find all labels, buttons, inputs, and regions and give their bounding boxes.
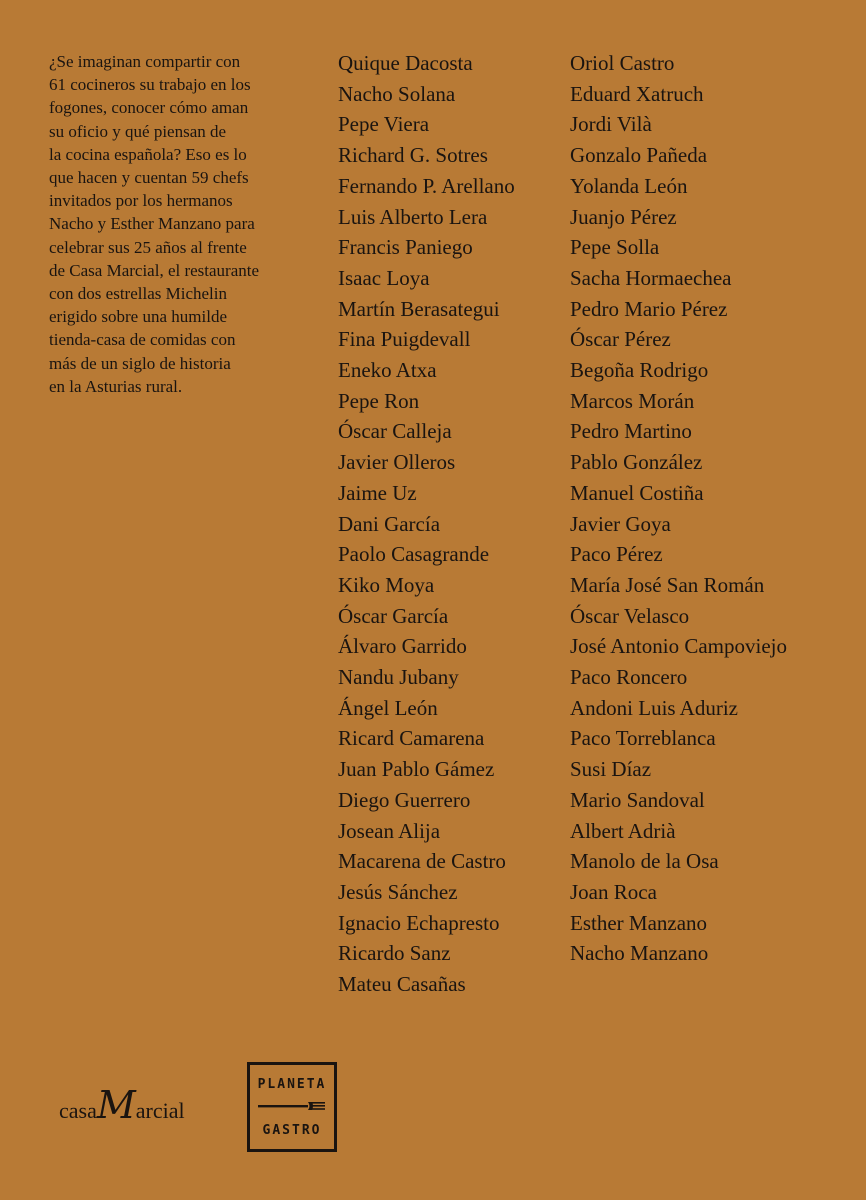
chef-name: Mario Sandoval — [570, 787, 705, 812]
fork-icon — [258, 1100, 326, 1112]
chef-name: Susi Díaz — [570, 757, 652, 782]
blurb-line: 61 cocineros su trabajo en los — [49, 75, 251, 95]
chef-name: Juan Pablo Gámez — [338, 757, 495, 782]
logo-casa-rest: arcial — [135, 1098, 185, 1123]
chef-name: Ignacio Echapresto — [338, 910, 500, 935]
logo-casa-prefix: casa — [59, 1098, 97, 1123]
chef-name: Andoni Luis Aduriz — [570, 695, 738, 720]
blurb-line: tienda-casa de comidas con — [49, 330, 236, 350]
chef-name: Nacho Manzano — [570, 941, 709, 966]
chef-name: Nandu Jubany — [338, 665, 459, 690]
chef-name: Jaime Uz — [338, 480, 417, 505]
chef-name: Paco Torreblanca — [570, 726, 716, 751]
chef-name: Óscar Pérez — [570, 327, 671, 352]
chef-name: Nacho Solana — [338, 81, 456, 106]
chef-name: Dani García — [338, 511, 441, 536]
chef-name: Pablo González — [570, 450, 703, 475]
chef-list-left — [338, 48, 515, 1000]
chef-name: Kiko Moya — [338, 572, 435, 597]
chef-name: Fernando P. Arellano — [338, 173, 515, 198]
casa-marcial-logo — [59, 1083, 185, 1127]
chef-name: María José San Román — [570, 572, 765, 597]
chef-name: Ricardo Sanz — [338, 941, 451, 966]
blurb-line: Nacho y Esther Manzano para — [49, 214, 255, 234]
chef-name: Paco Roncero — [570, 665, 688, 690]
blurb-line: ¿Se imaginan compartir con — [49, 52, 241, 71]
chef-name: Pepe Ron — [338, 388, 420, 413]
blurb-line: que hacen y cuentan 59 chefs — [49, 168, 249, 188]
chef-name: Quique Dacosta — [338, 51, 473, 75]
blurb-line: la cocina española? Eso es lo — [49, 144, 247, 164]
chef-name: Óscar García — [338, 603, 449, 628]
blurb-line: con dos estrellas Michelin — [49, 284, 227, 304]
publisher-name-top: PLANETA — [257, 1077, 327, 1092]
blurb-line: en la Asturias rural. — [49, 376, 183, 396]
chef-name: Martín Berasategui — [338, 296, 500, 321]
chef-name: Javier Goya — [570, 511, 671, 536]
chef-name: Begoña Rodrigo — [570, 358, 709, 383]
chef-name: Paolo Casagrande — [338, 542, 490, 567]
chef-name: Mateu Casañas — [338, 972, 466, 997]
chef-name: Oriol Castro — [570, 51, 675, 75]
chef-name: Manuel Costiña — [570, 480, 704, 505]
chef-name: Eduard Xatruch — [570, 81, 704, 106]
blurb-line: celebrar sus 25 años al frente — [49, 237, 247, 257]
blurb-line: invitados por los hermanos — [49, 191, 233, 211]
chef-name: Joan Roca — [570, 879, 657, 904]
chef-name: Javier Olleros — [338, 450, 456, 475]
chef-name: Pedro Mario Pérez — [570, 296, 728, 321]
blurb-line: más de un siglo de historia — [49, 353, 231, 373]
chef-name: Josean Alija — [338, 818, 441, 843]
publisher-name-bottom: GASTRO — [262, 1123, 322, 1138]
chef-name: Richard G. Sotres — [338, 143, 488, 168]
chef-name: Jesús Sánchez — [338, 879, 458, 904]
chef-name: Pepe Solla — [570, 235, 660, 260]
blurb-line: de Casa Marcial, el restaurante — [49, 260, 260, 280]
chef-name: Macarena de Castro — [338, 849, 506, 874]
blurb-line: fogones, conocer cómo aman — [49, 98, 249, 118]
logo-casa-initial: M — [96, 1083, 136, 1127]
back-cover-blurb — [49, 50, 299, 398]
chef-name: Marcos Morán — [570, 388, 695, 413]
chef-name: Pepe Viera — [338, 112, 430, 137]
chef-name: Eneko Atxa — [338, 358, 437, 383]
chef-name: Isaac Loya — [338, 265, 430, 290]
chef-name: Paco Pérez — [570, 542, 663, 567]
chef-name: Yolanda León — [570, 173, 688, 198]
chef-name: Esther Manzano — [570, 910, 708, 935]
blurb-line: su oficio y qué piensan de — [49, 121, 227, 141]
chef-name: Gonzalo Pañeda — [570, 143, 708, 168]
chef-name: Albert Adrià — [570, 818, 676, 843]
blurb-line: erigido sobre una humilde — [49, 307, 227, 327]
chef-name: Manolo de la Osa — [570, 849, 719, 874]
chef-name: Sacha Hormaechea — [570, 265, 732, 290]
chef-name: Óscar Calleja — [338, 419, 452, 444]
chef-name: Pedro Martino — [570, 419, 692, 444]
planeta-gastro-logo — [247, 1062, 337, 1152]
chef-name: Fina Puigdevall — [338, 327, 471, 352]
chef-name: Ángel León — [338, 695, 438, 720]
chef-name: Diego Guerrero — [338, 787, 471, 812]
chef-name: Óscar Velasco — [570, 603, 690, 628]
chef-name: José Antonio Campoviejo — [570, 634, 787, 659]
chef-list-right — [570, 48, 787, 969]
chef-name: Álvaro Garrido — [338, 634, 467, 659]
chef-name: Jordi Vilà — [570, 112, 652, 137]
chef-name: Francis Paniego — [338, 235, 473, 260]
chef-name: Juanjo Pérez — [570, 204, 677, 229]
chef-name: Luis Alberto Lera — [338, 204, 488, 229]
chef-name: Ricard Camarena — [338, 726, 485, 751]
